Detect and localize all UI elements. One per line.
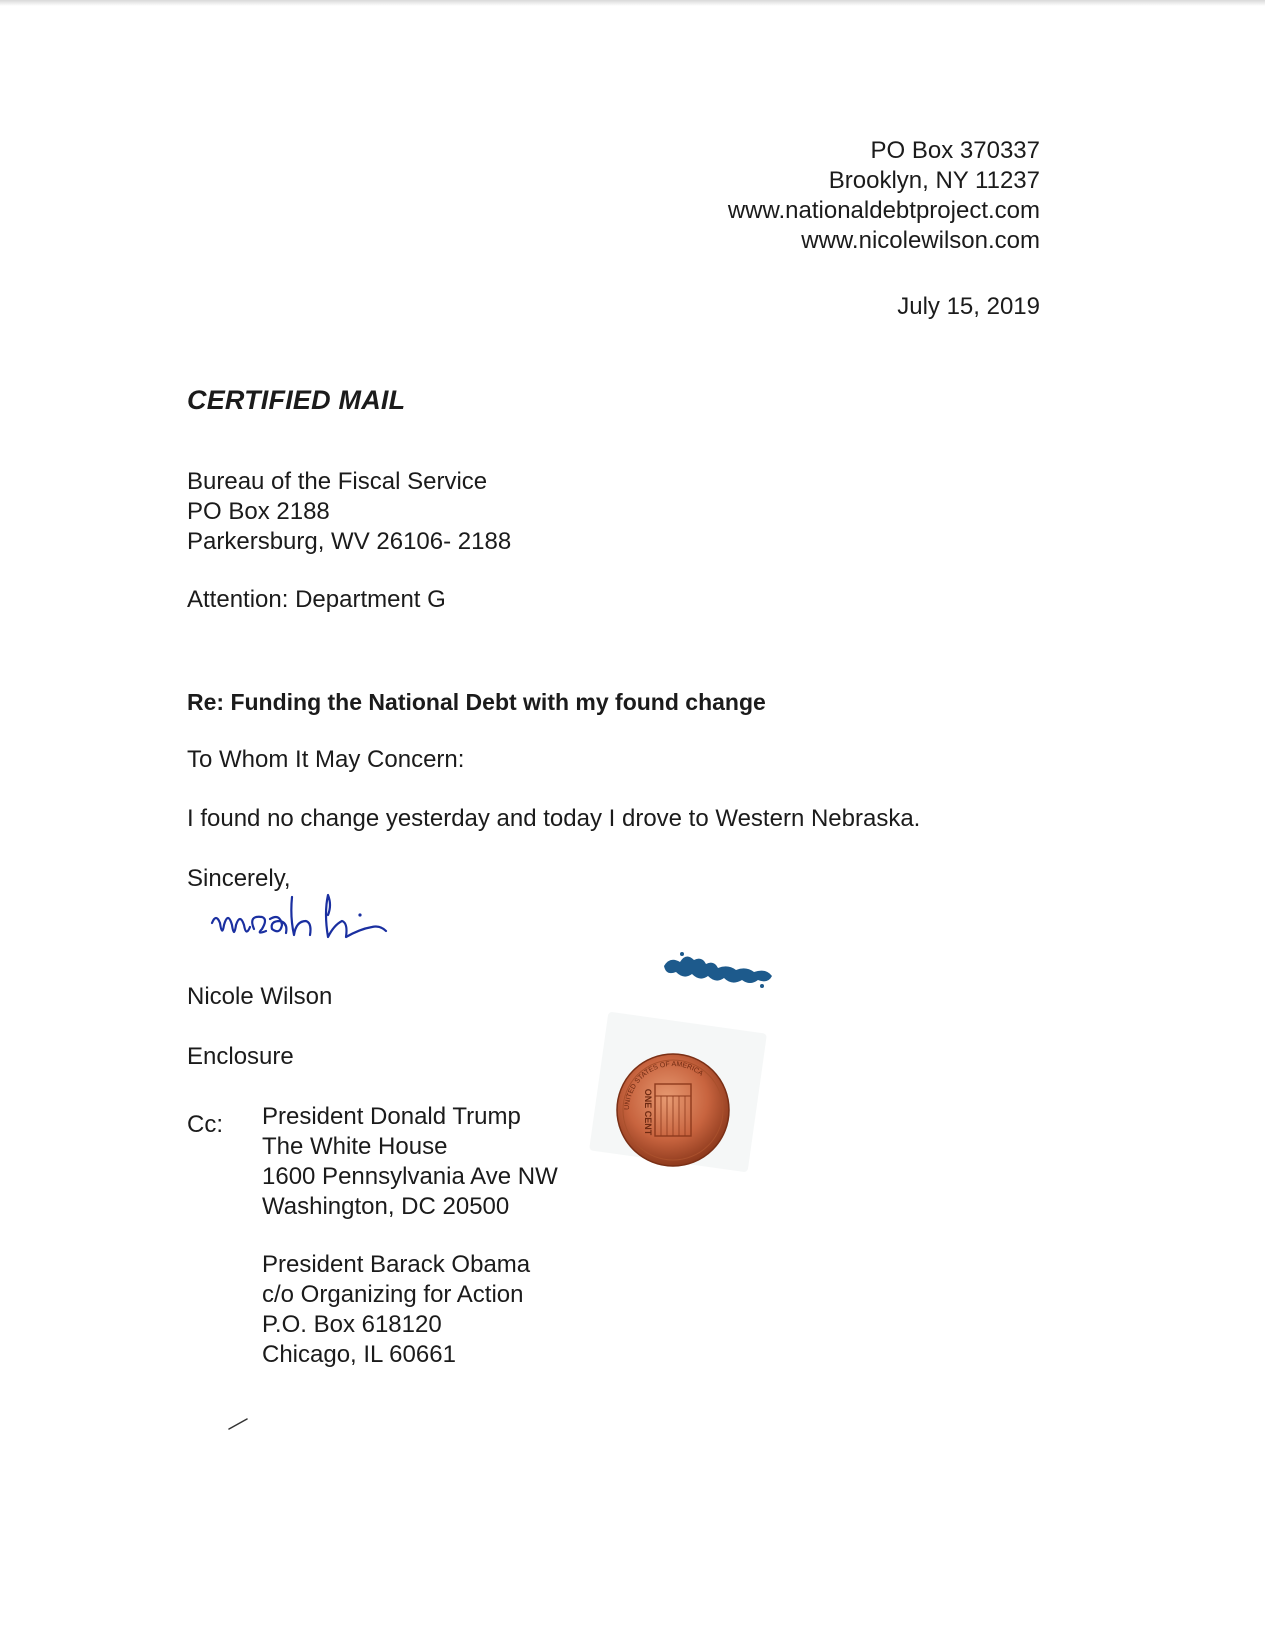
- ink-blot: [662, 950, 774, 990]
- signer-name: Nicole Wilson: [187, 983, 333, 1010]
- cc-recipient-1-line4: Washington, DC 20500: [262, 1193, 510, 1220]
- salutation: To Whom It May Concern:: [187, 746, 465, 773]
- cc-recipient-1: [262, 1102, 558, 1222]
- recipient-line3: Parkersburg, WV 26106- 2188: [187, 528, 512, 555]
- cc-recipient-2: [262, 1250, 530, 1370]
- enclosure-label: Enclosure: [187, 1043, 294, 1070]
- return-address: [728, 136, 1040, 256]
- handwritten-signature: [210, 885, 470, 960]
- cc-recipient-1-line2: The White House: [262, 1133, 448, 1160]
- cc-recipient-1-line1: President Donald Trump: [262, 1103, 521, 1130]
- cc-recipient-2-line1: President Barack Obama: [262, 1251, 531, 1278]
- attention-line: Attention: Department G: [187, 586, 446, 613]
- letter-date: July 15, 2019: [897, 293, 1040, 320]
- penny-coin-icon: [615, 1052, 731, 1168]
- letter-body: I found no change yesterday and today I drove to Western Nebraska.: [187, 805, 921, 832]
- cc-recipient-2-line3: P.O. Box 618120: [262, 1311, 442, 1338]
- certified-mail-label: CERTIFIED MAIL: [187, 385, 406, 415]
- cc-recipient-2-line2: c/o Organizing for Action: [262, 1281, 524, 1308]
- subject-line: Re: Funding the National Debt with my found change: [187, 689, 766, 715]
- cc-label: Cc:: [187, 1111, 223, 1138]
- recipient-address: [187, 467, 511, 557]
- closing: Sincerely,: [187, 865, 291, 892]
- scan-edge: [0, 0, 1265, 6]
- return-address-line2: Brooklyn, NY 11237: [828, 167, 1040, 194]
- return-address-line1: PO Box 370337: [870, 137, 1040, 164]
- recipient-line1: Bureau of the Fiscal Service: [187, 468, 488, 495]
- return-address-website2: www.nicolewilson.com: [801, 227, 1040, 254]
- recipient-line2: PO Box 2188: [187, 498, 330, 525]
- pen-mark: [228, 1418, 248, 1430]
- return-address-website1: www.nationaldebtproject.com: [727, 197, 1040, 224]
- cc-recipient-2-line4: Chicago, IL 60661: [262, 1341, 456, 1368]
- coin-top-text: ONE CENT: [643, 1088, 653, 1136]
- coin-rim-text: UNITED STATES OF AMERICA: [623, 1060, 705, 1111]
- cc-recipient-1-line3: 1600 Pennsylvania Ave NW: [262, 1163, 558, 1190]
